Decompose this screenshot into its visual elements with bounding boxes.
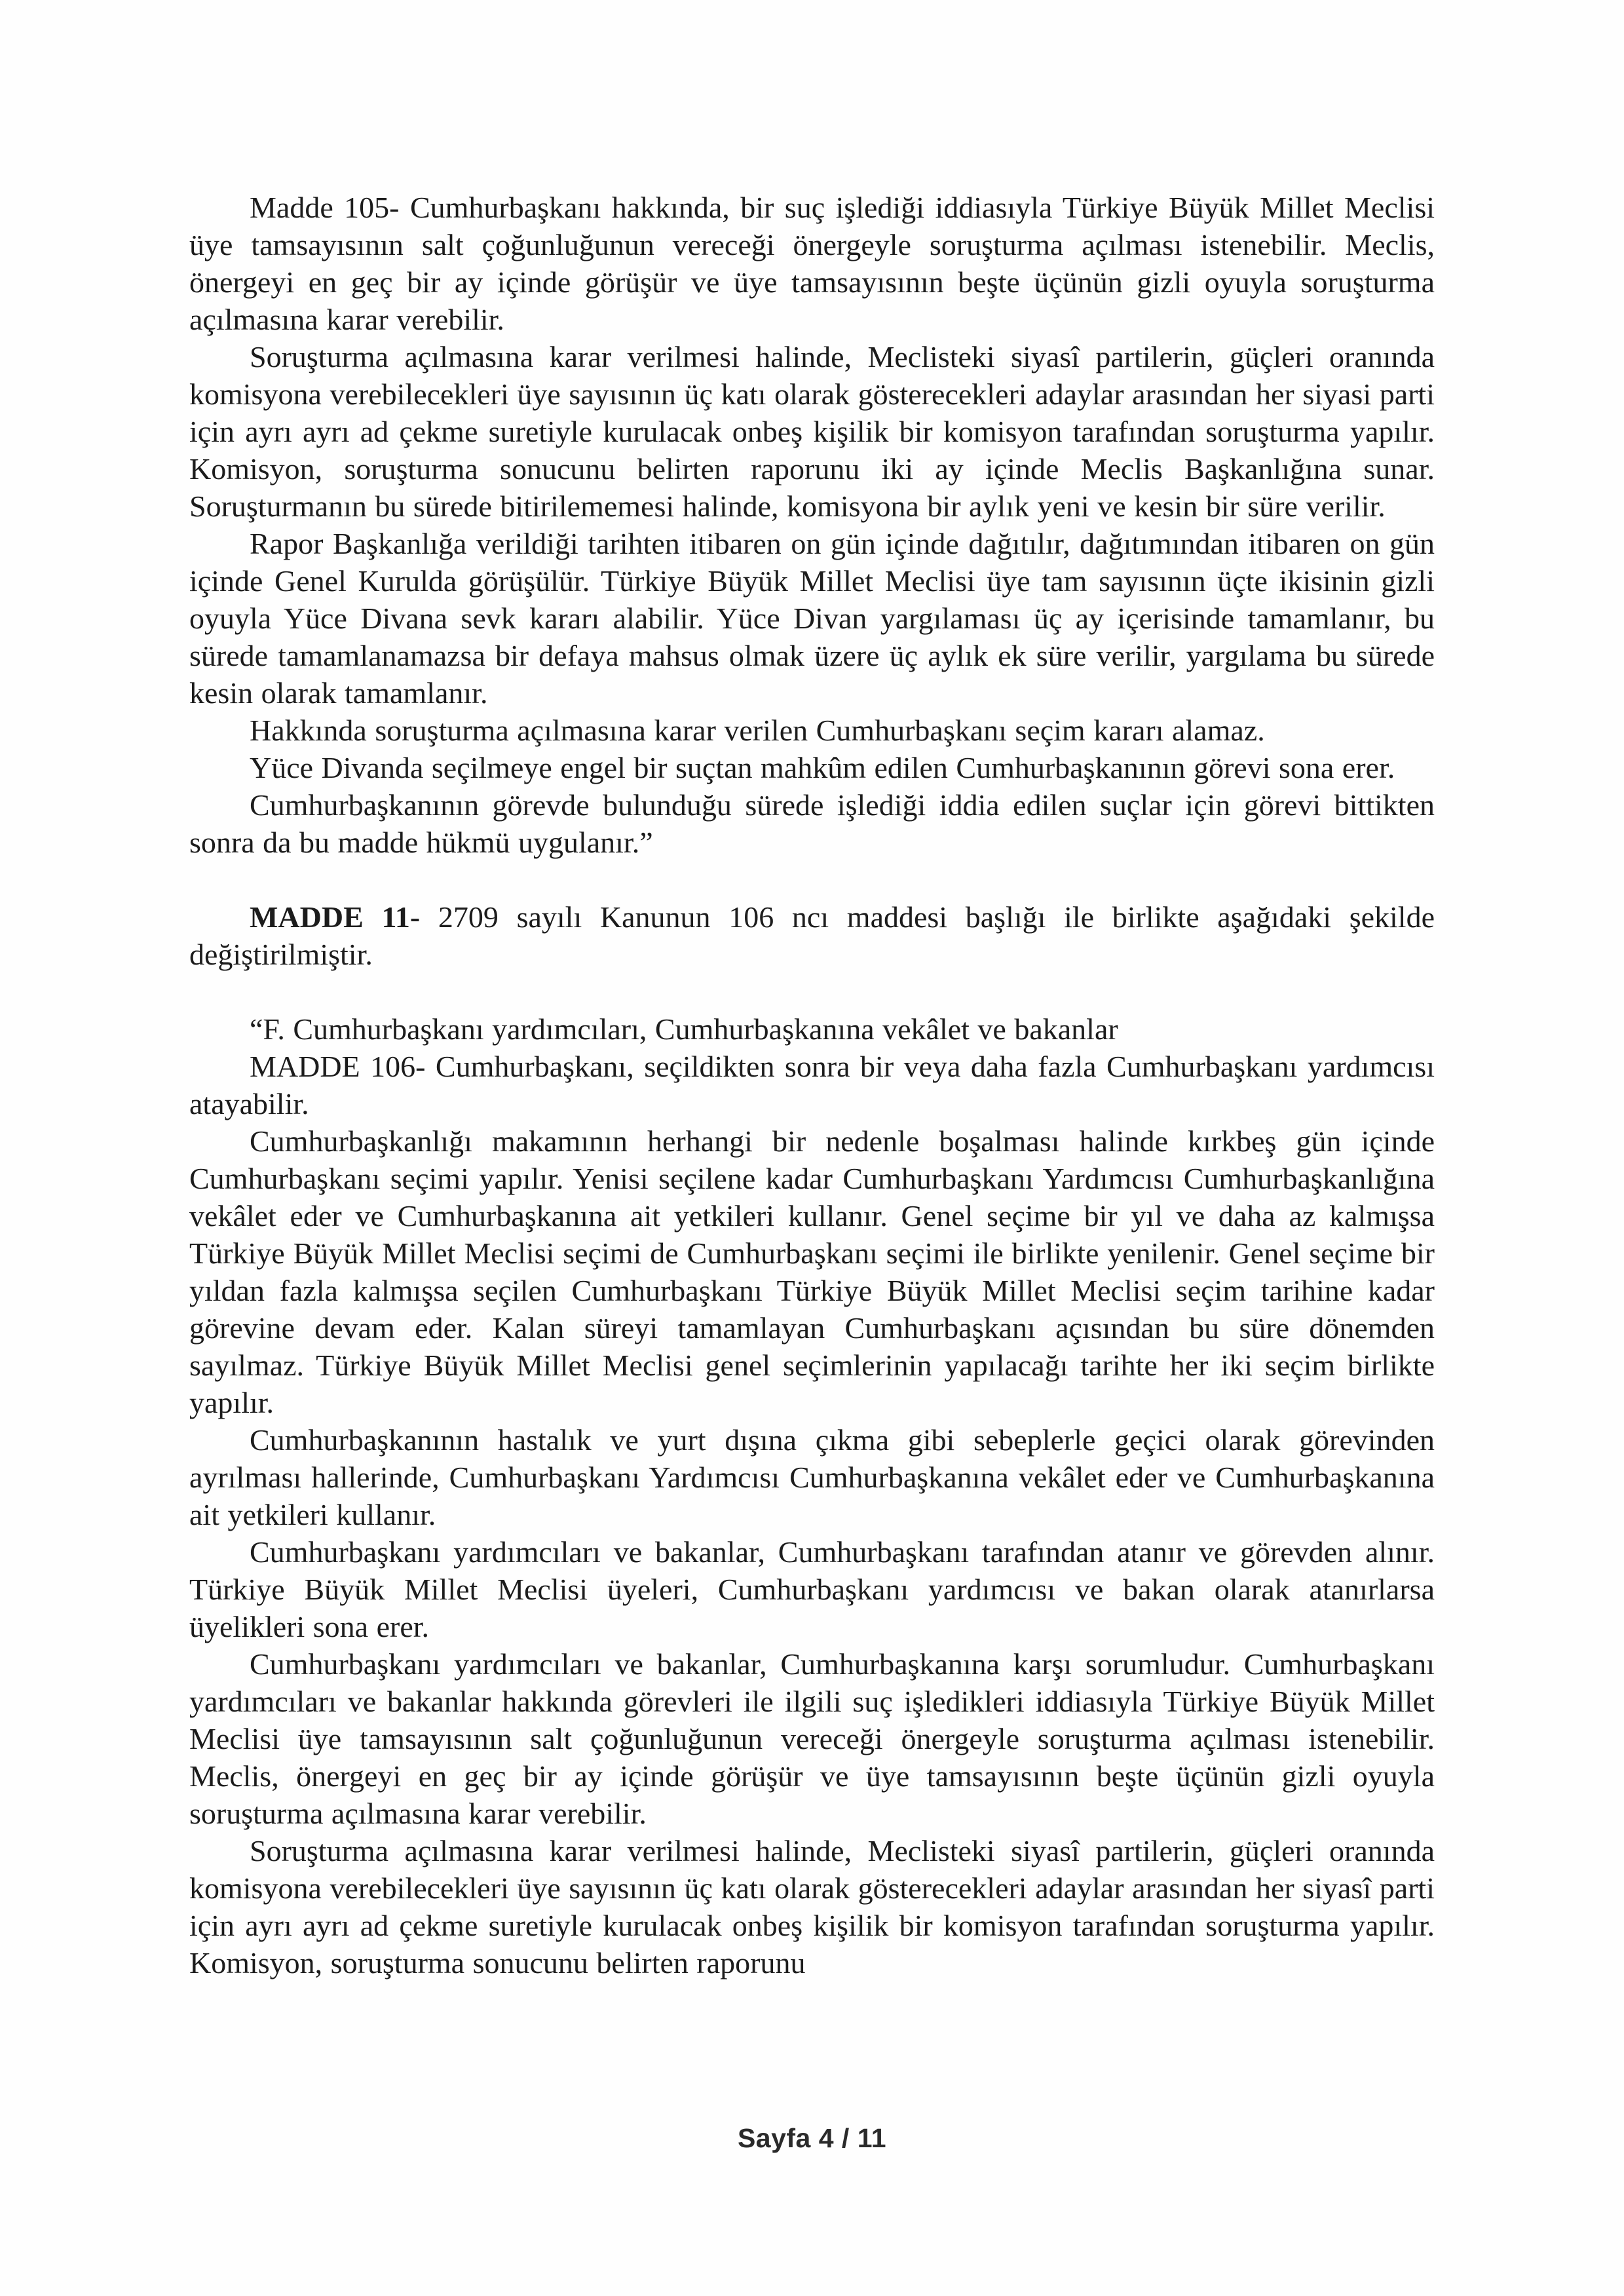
text-run: Cumhurbaşkanının hastalık ve yurt dışına çıkma gibi sebeplerle geçici olarak görevinden ayrılması hallerinde, Cumhurbaşkanı Yardımcısı Cumhurbaşkanına vekâlet eder ve Cumhurbaşkanına ait yetkileri kullanır. bbox=[189, 1423, 1435, 1531]
body-paragraph bbox=[189, 1010, 1435, 1048]
body-paragraph bbox=[189, 1048, 1435, 1122]
body-paragraph bbox=[189, 338, 1435, 525]
body-paragraph bbox=[189, 525, 1435, 712]
body-paragraph bbox=[189, 749, 1435, 786]
body-paragraph bbox=[189, 898, 1435, 973]
bold-text-run: MADDE 11- bbox=[250, 900, 421, 934]
text-run: Soruşturma açılmasına karar verilmesi halinde, Meclisteki siyasî partilerin, güçleri oranında komisyona verebilecekleri üye sayısının üç katı olarak gösterecekleri adaylar arasından her siyasî parti için ayrı ayrı ad çekme suretiyle kurulacak onbeş kişilik bir komisyon tarafından soruşturma yapılır. Komisyon, soruşturma sonucunu belirten raporunu bbox=[189, 1834, 1435, 1980]
text-run: Rapor Başkanlığa verildiği tarihten itibaren on gün içinde dağıtılır, dağıtımından itibaren on gün içinde Genel Kurulda görüşülür. Türkiye Büyük Millet Meclisi üye tam sayısının üçte ikisinin gizli oyuyla Yüce Divana sevk kararı alabilir. Yüce Divan yargılaması üç ay içerisinde tamamlanır, bu sürede tamamlanamazsa bir defaya mahsus olmak üzere üç aylık ek süre verilir, yargılama bu sürede kesin olarak tamamlanır. bbox=[189, 527, 1435, 710]
text-run: Cumhurbaşkanı yardımcıları ve bakanlar, Cumhurbaşkanına karşı sorumludur. Cumhurbaşkanı yardımcıları ve bakanlar hakkında görevleri ile ilgili suç işledikleri iddiasıyla Türkiye Büyük Millet Meclisi üye tamsayısının salt çoğunluğunun vereceği önergeyle soruşturma açılması istenebilir. Meclis, önergeyi en geç bir ay içinde görüşür ve üye tamsayısının beşte üçünün gizli oyuyla soruşturma açılmasına karar verebilir. bbox=[189, 1647, 1435, 1830]
text-run: Hakkında soruşturma açılmasına karar verilen Cumhurbaşkanı seçim kararı alamaz. bbox=[250, 714, 1265, 747]
body-paragraph bbox=[189, 1645, 1435, 1832]
document-body bbox=[189, 189, 1435, 1981]
body-paragraph bbox=[189, 1421, 1435, 1533]
text-run: Soruşturma açılmasına karar verilmesi halinde, Meclisteki siyasî partilerin, güçleri oranında komisyona verebilecekleri üye sayısının üç katı olarak gösterecekleri adaylar arasından her siyasi parti için ayrı ayrı ad çekme suretiyle kurulacak onbeş kişilik bir komisyon tarafından soruşturma yapılır. Komisyon, soruşturma sonucunu belirten raporunu iki ay içinde Meclis Başkanlığına sunar. Soruşturmanın bu sürede bitirilememesi halinde, komisyona bir aylık yeni ve kesin bir süre verilir. bbox=[189, 340, 1435, 523]
text-run: 2709 sayılı Kanunun 106 ncı maddesi başlığı ile birlikte aşağıdaki şekilde değiştirilmiştir. bbox=[189, 900, 1435, 971]
text-run: Cumhurbaşkanlığı makamının herhangi bir nedenle boşalması halinde kırkbeş gün içinde Cumhurbaşkanı seçimi yapılır. Yenisi seçilene kadar Cumhurbaşkanı Yardımcısı Cumhurbaşkanlığına vekâlet eder ve Cumhurbaşkanına ait yetkileri kullanır. Genel seçime bir yıl ve daha az kalmışsa Türkiye Büyük Millet Meclisi seçimi de Cumhurbaşkanı seçimi ile birlikte yenilenir. Genel seçime bir yıldan fazla kalmışsa seçilen Cumhurbaşkanı Türkiye Büyük Millet Meclisi seçim tarihine kadar görevine devam eder. Kalan süreyi tamamlayan Cumhurbaşkanı açısından bu süre dönemden sayılmaz. Türkiye Büyük Millet Meclisi genel seçimlerinin yapılacağı tarihte her iki seçim birlikte yapılır. bbox=[189, 1124, 1435, 1419]
text-run: Cumhurbaşkanının görevde bulunduğu sürede işlediği iddia edilen suçlar için görevi bittikten sonra da bu madde hükmü uygulanır.” bbox=[189, 788, 1435, 859]
body-paragraph bbox=[189, 1122, 1435, 1421]
text-run: “F. Cumhurbaşkanı yardımcıları, Cumhurbaşkanına vekâlet ve bakanlar bbox=[250, 1012, 1118, 1046]
body-paragraph bbox=[189, 786, 1435, 861]
body-paragraph bbox=[189, 712, 1435, 749]
body-paragraph bbox=[189, 1832, 1435, 1981]
body-paragraph bbox=[189, 1533, 1435, 1645]
text-run: Yüce Divanda seçilmeye engel bir suçtan mahkûm edilen Cumhurbaşkanının görevi sona erer. bbox=[250, 751, 1395, 784]
text-run: Cumhurbaşkanı yardımcıları ve bakanlar, Cumhurbaşkanı tarafından atanır ve görevden alınır. Türkiye Büyük Millet Meclisi üyeleri, Cumhurbaşkanı yardımcısı ve bakan olarak atanırlarsa üyelikleri sona erer. bbox=[189, 1535, 1435, 1643]
text-run: MADDE 106- Cumhurbaşkanı, seçildikten sonra bir veya daha fazla Cumhurbaşkanı yardımcısı atayabilir. bbox=[189, 1050, 1435, 1120]
page-number-footer: Sayfa 4 / 11 bbox=[737, 2123, 887, 2153]
text-run: Madde 105- Cumhurbaşkanı hakkında, bir suç işlediği iddiasıyla Türkiye Büyük Millet Meclisi üye tamsayısının salt çoğunluğunun vereceği önergeyle soruşturma açılması istenebilir. Meclis, önergeyi en geç bir ay içinde görüşür ve üye tamsayısının beşte üçünün gizli oyuyla soruşturma açılmasına karar verebilir. bbox=[189, 191, 1435, 336]
body-paragraph bbox=[189, 189, 1435, 338]
